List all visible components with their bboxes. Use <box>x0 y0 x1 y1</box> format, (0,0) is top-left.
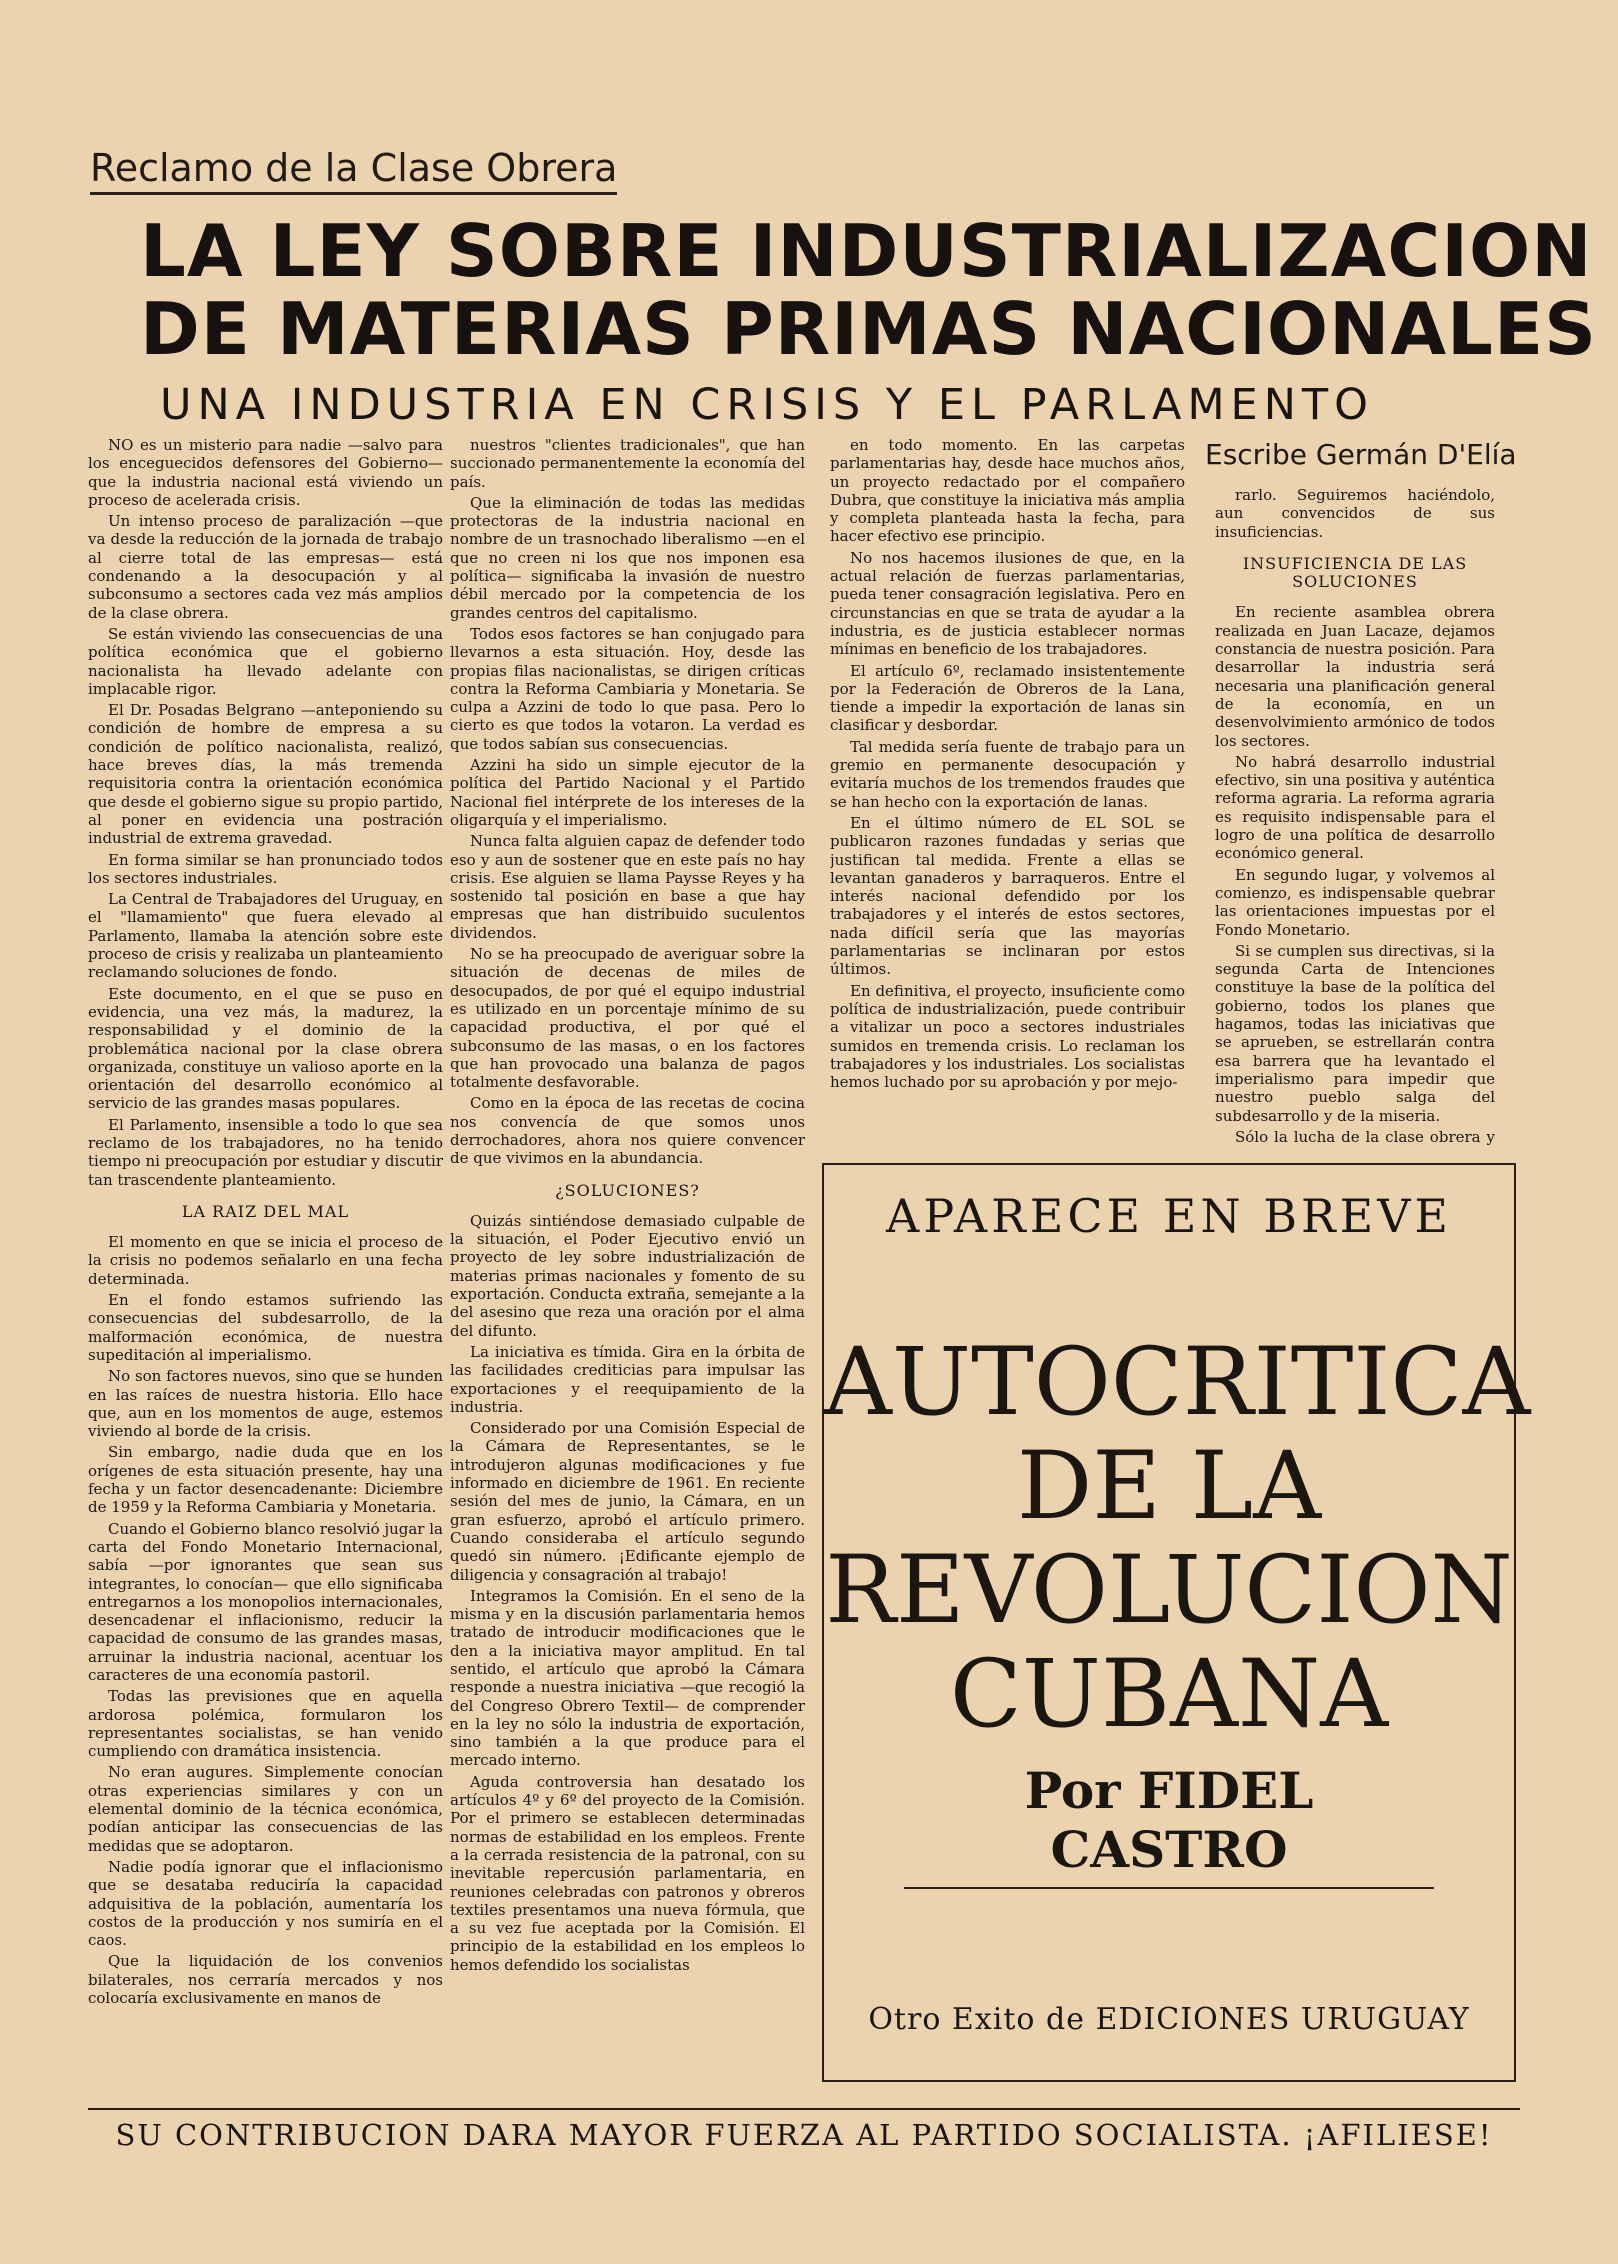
headline-line-2: DE MATERIAS PRIMAS NACIONALES <box>140 287 1597 371</box>
section-heading: LA RAIZ DEL MAL <box>181 1201 350 1221</box>
paragraph: Todas las previsiones que en aquella ardorosa polémica, formularon los representantes socialistas, se han venido cumpliendo con dramática insistencia. <box>88 1687 443 1761</box>
paragraph: NO es un misterio para nadie —salvo para los enceguecidos defensores del Gobierno— que la industria nacional está viviendo un proceso de acelerada crisis. <box>88 436 443 509</box>
paragraph: Como en la época de las recetas de cocina nos convencía de que somos unos derrochadores, ahora nos quiere convencer de que vivimos en la abundancia. <box>450 1094 805 1168</box>
book-title-line: DE LA <box>1016 1432 1322 1541</box>
paragraph: No nos hacemos ilusiones de que, en la actual relación de fuerzas parlamentarias, pueda tener consagración legislativa. Pero en circunstancias en que se trata de ayudar a la industria, es de justicia establecer normas mínimas en beneficio de los trabajadores. <box>830 548 1185 659</box>
paragraph: No habrá desarrollo industrial efectivo, sin una positiva y auténtica reforma agraria. La reforma agraria es requisito indispensable para el logro de una política de desarrollo económico general. <box>1215 752 1495 863</box>
paragraph: En definitiva, el proyecto, insuficiente como política de industrialización, puede contribuir a vitalizar un poco a sectores industriales sumidos en tremenda crisis. Lo reclaman los trabajadores y los industriales. Los socialistas hemos luchado por su aprobación y por mejo- <box>830 981 1185 1092</box>
paragraph: En el fondo estamos sufriendo las consecuencias del subdesarrollo, de la malformación económica, de nuestra supeditación al imperialismo. <box>88 1291 443 1364</box>
paragraph: El artículo 6º, reclamado insistentemente por la Federación de Obreros de la Lana, tiende a impedir la exportación de lanas sin clasificar y desbordar. <box>830 661 1185 735</box>
paragraph: No se ha preocupado de averiguar sobre la situación de decenas de miles de desocupados, de por qué el equipo industrial es utilizado en un porcentaje mínimo de su capacidad productiva, el por qué el subconsumo de las masas, o en los factores que han provocado una balanza de pagos totalmente desfavorable. <box>450 945 805 1092</box>
paragraph: Nunca falta alguien capaz de defender todo eso y aun de sostener que en este país no hay crisis. Ese alguien se llama Paysse Reyes y ha sostenido tal posición en base a que hay empresas que han distribuido suculentos dividendos. <box>450 832 805 942</box>
article-column-3 <box>830 436 1185 1136</box>
book-advertisement <box>822 1163 1531 2082</box>
footer-divider <box>88 2108 1520 2110</box>
paragraph: en todo momento. En las carpetas parlamentarias hay, desde hace muchos años, un proyecto redactado por el compañero Dubra, que constituye la iniciativa más amplia y completa planteada hasta la fecha, para hacer efectivo ese principio. <box>830 436 1185 546</box>
ad-book-title <box>824 1328 1531 1749</box>
paragraph: El Parlamento, insensible a todo lo que sea reclamo de los trabajadores, no ha tenido tiempo ni preocupación por estudiar y discutir tan trascendente planteamiento. <box>88 1115 443 1189</box>
paragraph: Un intenso proceso de paralización —que va desde la reducción de la jornada de trabajo al cierre total de las empresas— está condenando a la desocupación y al subconsumo a sectores cada vez más amplios de la clase obrera. <box>88 512 443 622</box>
paragraph: Si se cumplen sus directivas, si la segunda Carta de Intenciones constituye la base de la política del gobierno, todos los planes que hagamos, todas las iniciativas que se aprueben, se estrellarán contra esa barrera que ha levantado el imperialismo para impedir que nuestro pueblo salga del subdesarrollo y de la miseria. <box>1215 941 1495 1125</box>
subheadline: UNA INDUSTRIA EN CRISIS Y EL PARLAMENTO <box>160 380 1374 430</box>
paragraph: rarlo. Seguiremos haciéndolo, aun convencidos de sus insuficiencias. <box>1215 486 1495 541</box>
paragraph: No eran augures. Simplemente conocían otras experiencias similares y con un elemental dominio de la técnica económica, podían anticipar las consecuencias de las medidas que se adoptaron. <box>88 1763 443 1855</box>
headline-line-1: LA LEY SOBRE INDUSTRIALIZACION <box>140 209 1593 293</box>
book-title-line: REVOLUCION <box>825 1536 1513 1645</box>
paragraph: Que la eliminación de todas las medidas protectoras de la industria nacional en nombre de un trasnochado liberalismo —en el que no creen ni los que nos imponen esa política— significaba la invasión de nuestro débil mercado por la competencia de los grandes centros del capitalismo. <box>450 493 805 622</box>
byline: Escribe Germán D'Elía <box>1205 438 1517 471</box>
paragraph: Nadie podía ignorar que el inflacionismo que se desataba reduciría la capacidad adquisitiva de la población, aumentaría los costos de la producción y nos sumiría en el caos. <box>88 1857 443 1950</box>
paragraph: En el último número de EL SOL se publicaron razones fundadas y serias que justifican tal medida. Frente a ellas se levantan ganaderos y barraqueros. Entre el interés nacional defendido por los trabajadores y el interés de estos sectores, nada difícil sería que las mayorías parlamentarias se inclinaran por estos últimos. <box>830 813 1185 979</box>
book-title-line: AUTOCRITICA <box>824 1328 1531 1437</box>
article-column-1 <box>88 436 443 2081</box>
footer-slogan: SU CONTRIBUCION DARA MAYOR FUERZA AL PARTIDO SOCIALISTA. ¡AFILIESE! <box>115 2118 1493 2152</box>
paragraph: Sólo la lucha de la clase obrera y <box>1235 1127 1495 1146</box>
paragraph: Este documento, en el que se puso en evidencia, una vez más, la madurez, la responsabilidad y el dominio de la problemática nacional por la clase obrera organizada, constituye un valioso aporte en la orientación del desarrollo económico al servicio de las grandes masas populares. <box>88 984 443 1113</box>
paragraph: La iniciativa es tímida. Gira en la órbita de las facilidades crediticias para impulsar las exportaciones y el reequipamiento de la industria. <box>450 1342 805 1416</box>
paragraph: nuestros "clientes tradicionales", que han succionado permanentemente la economía del país. <box>450 436 805 491</box>
paragraph: Se están viviendo las consecuencias de una política económica que el gobierno nacionalista ha llevado adelante con implacable rigor. <box>88 624 443 698</box>
paragraph: En forma similar se han pronunciado todos los sectores industriales. <box>88 850 443 887</box>
article-column-4 <box>1215 486 1495 1146</box>
ad-publisher: Otro Exito de EDICIONES URUGUAY <box>868 2002 1470 2037</box>
paragraph: Cuando el Gobierno blanco resolvió jugar la carta del Fondo Monetario Internacional, sabía —por ignorantes que sean sus integrantes, lo conocían— que ello significaba entregarnos a los monopolios internacionales, desencadenar el inflacionismo, reducir la capacidad de consumo de las grandes masas, arruinar la industria nacional, acentuar los caracteres de una economía pastoril. <box>88 1519 443 1684</box>
section-heading: INSUFICIENCIA DE LAS SOLUCIONES <box>1242 553 1468 592</box>
paragraph: Sin embargo, nadie duda que en los orígenes de esta situación presente, hay una fecha y un factor desencadenante: Diciembre de 1959 y la Reforma Cambiaria y Monetaria. <box>88 1443 443 1517</box>
paragraph: Azzini ha sido un simple ejecutor de la política del Partido Nacional y el Partido Nacional fiel intérprete de los intereses de la oligarquía y el imperialismo. <box>450 756 805 829</box>
paragraph: Aguda controversia han desatado los artículos 4º y 6º del proyecto de la Comisión. Por el primero se establecen determinadas normas de estabilidad en los empleos. Frente a la cerrada resistencia de la patronal, con su inevitable repercusión parlamentaria, en reuniones celebradas con patronos y obreros textiles presentamos una nueva fórmula, que a su vez fue aceptada por la Comisión. El principio de la estabilidad en los empleos lo hemos defendido los socialistas <box>450 1772 805 1974</box>
paragraph: Integramos la Comisión. En el seno de la misma y en la discusión parlamentaria hemos tratado de introducir modificaciones que le den a la iniciativa mayor amplitud. En tal sentido, el artículo que aprobó la Cámara responde a nuestra iniciativa —que recogió la del Congreso Obrero Textil— de comprender en la ley no sólo la industria de exportación, sino también a la que produce para el mercado interno. <box>450 1586 805 1770</box>
paragraph: En segundo lugar, y volvemos al comienzo, es indispensable quebrar las orientaciones impuestas por el Fondo Monetario. <box>1215 865 1495 939</box>
paragraph: Tal medida sería fuente de trabajo para un gremio en permanente desocupación y evitaría muchos de los tremendos fraudes que se han hecho con la exportación de lanas. <box>830 737 1185 811</box>
paragraph: En reciente asamblea obrera realizada en Juan Lacaze, dejamos constancia de nuestra posición. Para desarrollar la industria será necesaria una planificación general de la economía, en un desenvolvimiento armónico de todos los sectores. <box>1215 603 1495 750</box>
paragraph: La Central de Trabajadores del Uruguay, en el "llamamiento" que fuera elevado al Parlamento, llamaba la atención sobre este proceso de crisis y realizaba un planteamiento reclamando soluciones de fondo. <box>88 890 443 982</box>
paragraph: Todos esos factores se han conjugado para llevarnos a esta situación. Hoy, desde las propias filas nacionalistas, se dirigen críticas contra la Reforma Cambiaria y Monetaria. Se culpa a Azzini de todo lo que pasa. Pero lo cierto es que todos la votaron. La verdad es que todos sabían sus consecuencias. <box>450 624 805 753</box>
section-kicker: Reclamo de la Clase Obrera <box>90 146 617 195</box>
paragraph: Considerado por una Comisión Especial de la Cámara de Representantes, se le introdujeron algunas modificaciones y fue informado en diciembre de 1961. En reciente sesión del mes de junio, la Cámara, en un gran esfuerzo, aprobó el artículo primero. Cuando consideraba el artículo segundo quedó sin número. ¡Edificante ejemplo de diligencia y consagración al trabajo! <box>450 1419 805 1584</box>
paragraph: Quizás sintiéndose demasiado culpable de la situación, el Poder Ejecutivo envió un proyecto de ley sobre industrialización de materias primas nacionales y fomento de su exportación. Conducta extraña, semejante a la del asesino que reza una oración por el alma del difunto. <box>450 1211 805 1340</box>
ad-author: Por FIDEL CASTRO <box>904 1761 1434 1889</box>
book-title-line: CUBANA <box>949 1640 1389 1749</box>
article-column-2 <box>450 436 805 2081</box>
paragraph: El momento en que se inicia el proceso de la crisis no podemos señalarlo en una fecha determinada. <box>88 1233 443 1288</box>
paragraph: No son factores nuevos, sino que se hunden en las raíces de nuestra historia. Ello hace que, aun en los momentos de auge, estemos viviendo al borde de la crisis. <box>88 1367 443 1441</box>
ad-title: APARECE EN BREVE <box>885 1189 1453 1243</box>
section-heading: ¿SOLUCIONES? <box>555 1180 700 1200</box>
paragraph: El Dr. Posadas Belgrano —anteponiendo su condición de hombre de empresa a su condición de político nacionalista, realizó, hace breves días, la más tremenda requisitoria contra la orientación económica que desde el gobierno sigue su propio partido, al poner en evidencia una postración industrial de extrema gravedad. <box>88 701 443 848</box>
paragraph: Que la liquidación de los convenios bilaterales, nos cerraría mercados y nos colocaría exclusivamente en manos de <box>88 1952 443 2008</box>
